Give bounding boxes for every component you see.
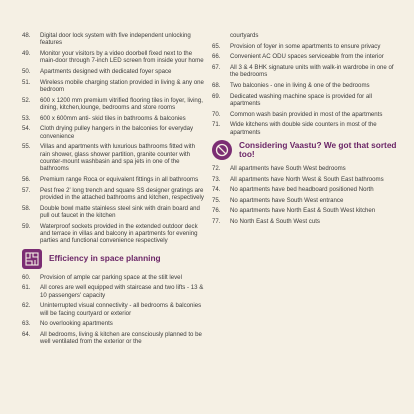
list-item: 57. Pest free 2' long trench and square SS designer gratings are provided in the attached bathrooms and kitchen, respectively [22, 186, 204, 201]
efficiency-section-header [22, 249, 204, 269]
list-item: 66. Convenient AC ODU spaces serviceable from the interior [212, 53, 384, 61]
continuation-text: courtyards [230, 32, 259, 39]
list-item: 55. Villas and apartments with luxurious bathrooms fitted with rain shower, glass shower partition, granite counter with counter-mount washbasin and spa jets in one of the bathrooms [22, 143, 196, 173]
list-item: 49. Monitor your visitors by a video doorbell fixed next to the main-door through 7-inch LED screen from inside your home [22, 50, 204, 65]
list-item: 67. All 3 & 4 BHK signature units with walk-in wardrobe in one of the bedrooms [212, 63, 394, 79]
list-item: 52. 600 x 1200 mm premium vitrified flooring tiles in foyer, living, dining, kitchen,lounge, bedrooms and store rooms [22, 96, 203, 111]
list-item: 56. Premium range Roca or equivalent fittings in all bathrooms [22, 176, 199, 183]
list-top-right [212, 43, 400, 136]
list-item: 68. Two balconies - one in living & one of the bedrooms [212, 81, 370, 89]
list-top-left [22, 32, 204, 245]
list-item: 59. Waterproof sockets provided in the extended outdoor deck and terrace in villas and balcony in apartments for evening parties and functional convenience respectively [22, 222, 198, 245]
right-column [212, 32, 400, 229]
list-item: 69. Dedicated washing machine space is provided for all apartments [212, 92, 372, 107]
list-item: 62. Uninterrupted visual connectivity - all bedrooms & balconies will be facing courtyard or exterior [22, 302, 202, 317]
list-item: 73. All apartments have North West & South East bathrooms [212, 175, 384, 183]
list-item: 72. All apartments have South West bedrooms [212, 164, 346, 172]
section-title: Efficiency in space planning [49, 253, 161, 264]
list-item: 64. All bedrooms, living & kitchen are consciously planned to be well ventilated from the exterior or the [22, 331, 202, 346]
list-bottom-left [22, 274, 204, 346]
list-item: 51. Wireless mobile charging station provided in living & any one bedroom [22, 78, 204, 93]
list-item: 53. 600 x 600mm anti- skid tiles in bathrooms & balconies [22, 114, 186, 122]
list-item: 61. All cores are well equipped with staircase and two lifts - 13 & 10 passengers' capacity [22, 284, 204, 299]
list-item: 77. No North East & South West cuts [212, 217, 320, 225]
vaastu-section-header [212, 140, 400, 160]
section-title: Considering Vaastu? We got that sorted too! [239, 139, 397, 159]
list-item: 76. No apartments have North East & South West kitchen [212, 207, 376, 215]
list-item: 75. No apartments have South West entrance [212, 196, 344, 204]
left-column [22, 32, 204, 349]
floor-plan-icon [22, 249, 42, 269]
list-item: 54. Cloth drying pulley hangers in the balconies for everyday convenience [22, 125, 194, 140]
list-item: 71. Wide kitchens with double side counters in most of the apartments [212, 121, 377, 136]
list-item: 70. Common wash basin provided in most of the apartments [212, 110, 383, 118]
list-bottom-right [212, 165, 400, 225]
list-item: 48. Digital door lock system with five independent unlocking features [22, 32, 191, 47]
list-item: 58. Double bowl matte stainless steel sink with drain board and pull out faucet in the kitchen [22, 204, 200, 219]
list-item: 74. No apartments have bed headboard positioned North [212, 186, 374, 194]
list-item: 60. Provision of ample car parking space at the stilt level [22, 273, 182, 281]
list-item: 50. Apartments designed with dedicated foyer space [22, 68, 172, 75]
list-item: 63. No overlooking apartments [22, 320, 113, 328]
no-sign-icon [212, 140, 232, 160]
list-item: 65. Provision of foyer in some apartments to ensure privacy [212, 42, 381, 50]
